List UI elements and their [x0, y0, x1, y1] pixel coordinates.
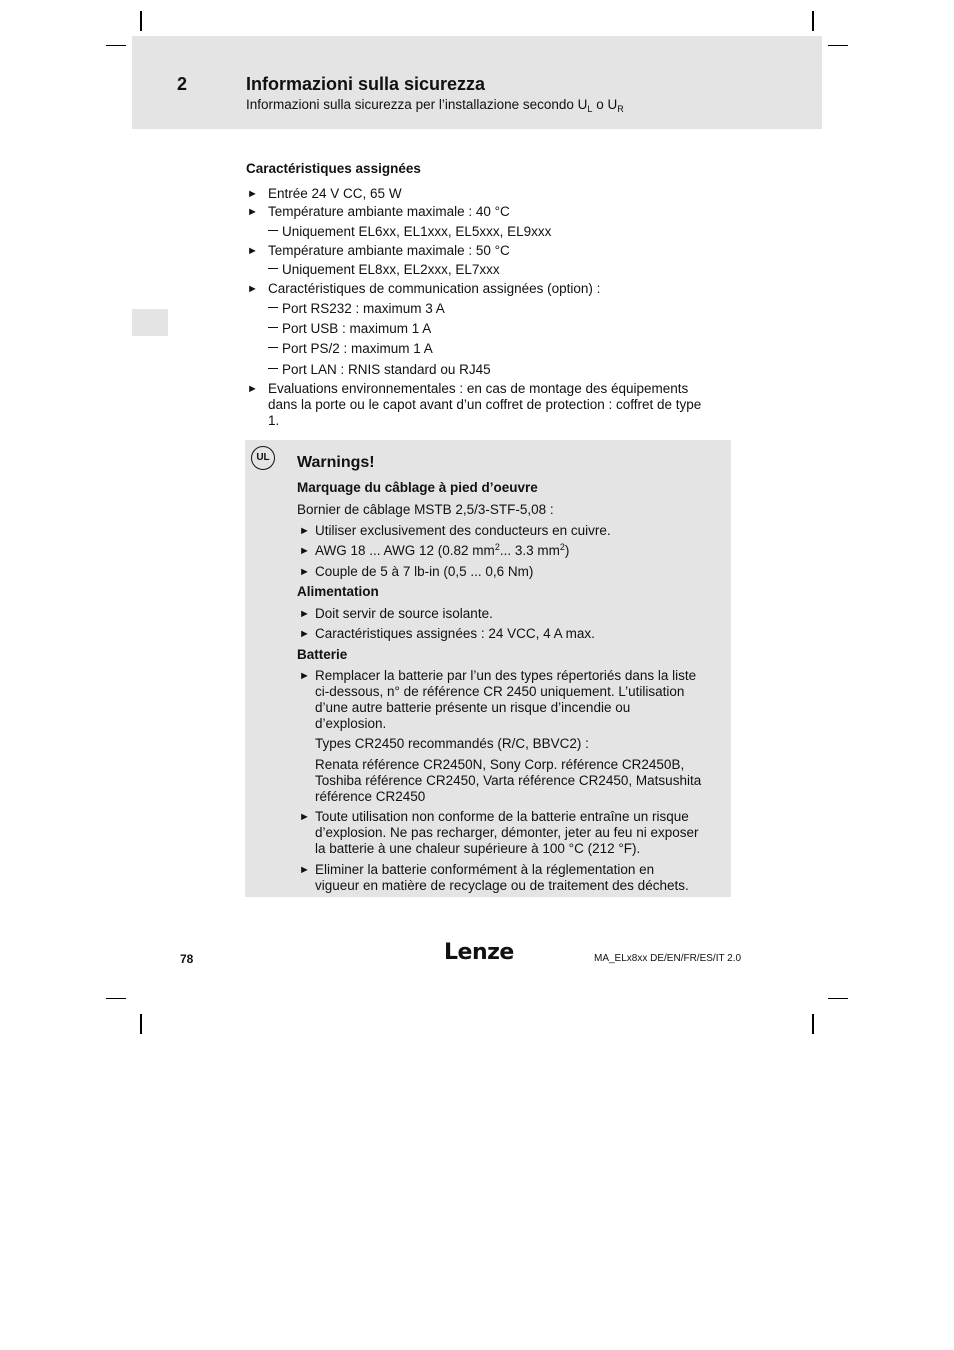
battery-item-continued: la batterie à une chaleur supérieure à 100 °C (212 °F). [315, 841, 641, 856]
rating-subitem: Port LAN : RNIS standard ou RJ45 [268, 362, 491, 378]
crop-mark [106, 998, 126, 999]
bullet-arrow-icon: ► [299, 566, 310, 578]
chapter-number: 2 [177, 74, 188, 94]
crop-mark [812, 11, 814, 31]
dash-icon [268, 347, 278, 349]
dash-icon [268, 230, 278, 232]
ul-mark-icon: UL [251, 446, 275, 470]
battery-item: Eliminer la batterie conformément à la réglementation en [315, 862, 655, 877]
lenze-logo: Lenze [444, 940, 514, 965]
battery-heading: Batterie [297, 647, 348, 662]
wiring-item: Utiliser exclusivement des conducteurs en cuivre. [315, 523, 611, 538]
wiring-item: Couple de 5 à 7 lb-in (0,5 ... 0,6 Nm) [315, 564, 534, 579]
page-number: 78 [180, 952, 194, 966]
battery-item-continued: vigueur en matière de recyclage ou de traitement des déchets. [315, 878, 689, 893]
ratings-heading: Caractéristiques assignées [246, 161, 421, 176]
power-item: Doit servir de source isolante. [315, 606, 493, 621]
rating-item-continued: 1. [268, 413, 280, 428]
bullet-arrow-icon: ► [299, 545, 310, 557]
side-tab-marker [132, 309, 168, 336]
rating-subitem: Uniquement EL6xx, EL1xxx, EL5xxx, EL9xxx [268, 224, 551, 240]
dash-icon [268, 268, 278, 270]
battery-types-heading: Types CR2450 recommandés (R/C, BBVC2) : [315, 736, 589, 751]
rating-subitem: Port RS232 : maximum 3 A [268, 301, 445, 317]
bullet-arrow-icon: ► [299, 864, 310, 876]
bullet-arrow-icon: ► [247, 245, 258, 257]
bullet-arrow-icon: ► [299, 628, 310, 640]
dash-icon [268, 307, 278, 309]
crop-mark [140, 11, 142, 31]
battery-item-continued: d’explosion. [315, 716, 387, 731]
power-heading: Alimentation [297, 584, 379, 599]
warnings-title: Warnings! [297, 454, 375, 471]
rating-subitem: Port PS/2 : maximum 1 A [268, 341, 433, 357]
battery-item-continued: d’explosion. Ne pas recharger, démonter, jeter au feu ni exposer [315, 825, 699, 840]
rating-item: Entrée 24 V CC, 65 W [268, 186, 402, 201]
dash-icon [268, 368, 278, 370]
crop-mark [106, 45, 126, 46]
bullet-arrow-icon: ► [299, 670, 310, 682]
bullet-arrow-icon: ► [247, 383, 258, 395]
battery-item: Remplacer la batterie par l’un des types répertoriés dans la liste [315, 668, 697, 683]
chapter-subtitle: Informazioni sulla sicurezza per l’installazione secondo $U_L$ o $U_R$ [246, 97, 624, 114]
chapter-title: Informazioni sulla sicurezza [246, 74, 486, 94]
crop-mark [828, 998, 848, 999]
battery-types: référence CR2450 [315, 789, 426, 804]
battery-item: Toute utilisation non conforme de la batterie entraîne un risque [315, 809, 689, 824]
wiring-heading: Marquage du câblage à pied d’oeuvre [297, 480, 538, 495]
power-item: Caractéristiques assignées : 24 VCC, 4 A max. [315, 626, 595, 641]
rating-item: Caractéristiques de communication assignées (option) : [268, 281, 601, 296]
rating-item: Evaluations environnementales : en cas de montage des équipements [268, 381, 689, 396]
rating-item: Température ambiante maximale : 40 °C [268, 204, 510, 219]
dash-icon [268, 327, 278, 329]
bullet-arrow-icon: ► [299, 525, 310, 537]
rating-item-continued: dans la porte ou le capot avant d’un coffret de protection : coffret de type [268, 397, 702, 412]
bullet-arrow-icon: ► [299, 811, 310, 823]
bullet-arrow-icon: ► [247, 188, 258, 200]
crop-mark [812, 1014, 814, 1034]
terminal-text: Bornier de câblage MSTB 2,5/3-STF-5,08 : [297, 502, 554, 517]
bullet-arrow-icon: ► [299, 608, 310, 620]
battery-item-continued: ci-dessous, n° de référence CR 2450 uniquement. L’utilisation [315, 684, 685, 699]
rating-subitem: Port USB : maximum 1 A [268, 321, 431, 337]
rating-item: Température ambiante maximale : 50 °C [268, 243, 510, 258]
crop-mark [828, 45, 848, 46]
battery-types: Renata référence CR2450N, Sony Corp. référence CR2450B, [315, 757, 685, 772]
wiring-item: AWG 18 ... AWG 12 (0.82 $mm^2$... 3.3 $mm^2$) [315, 542, 570, 558]
crop-mark [140, 1014, 142, 1034]
battery-types: Toshiba référence CR2450, Varta référence CR2450, Matsushita [315, 773, 702, 788]
rating-subitem: Uniquement EL8xx, EL2xxx, EL7xxx [268, 262, 500, 278]
bullet-arrow-icon: ► [247, 283, 258, 295]
battery-item-continued: d’une autre batterie présente un risque d’incendie ou [315, 700, 631, 715]
bullet-arrow-icon: ► [247, 206, 258, 218]
document-code: MA_ELx8xx DE/EN/FR/ES/IT 2.0 [594, 953, 742, 964]
